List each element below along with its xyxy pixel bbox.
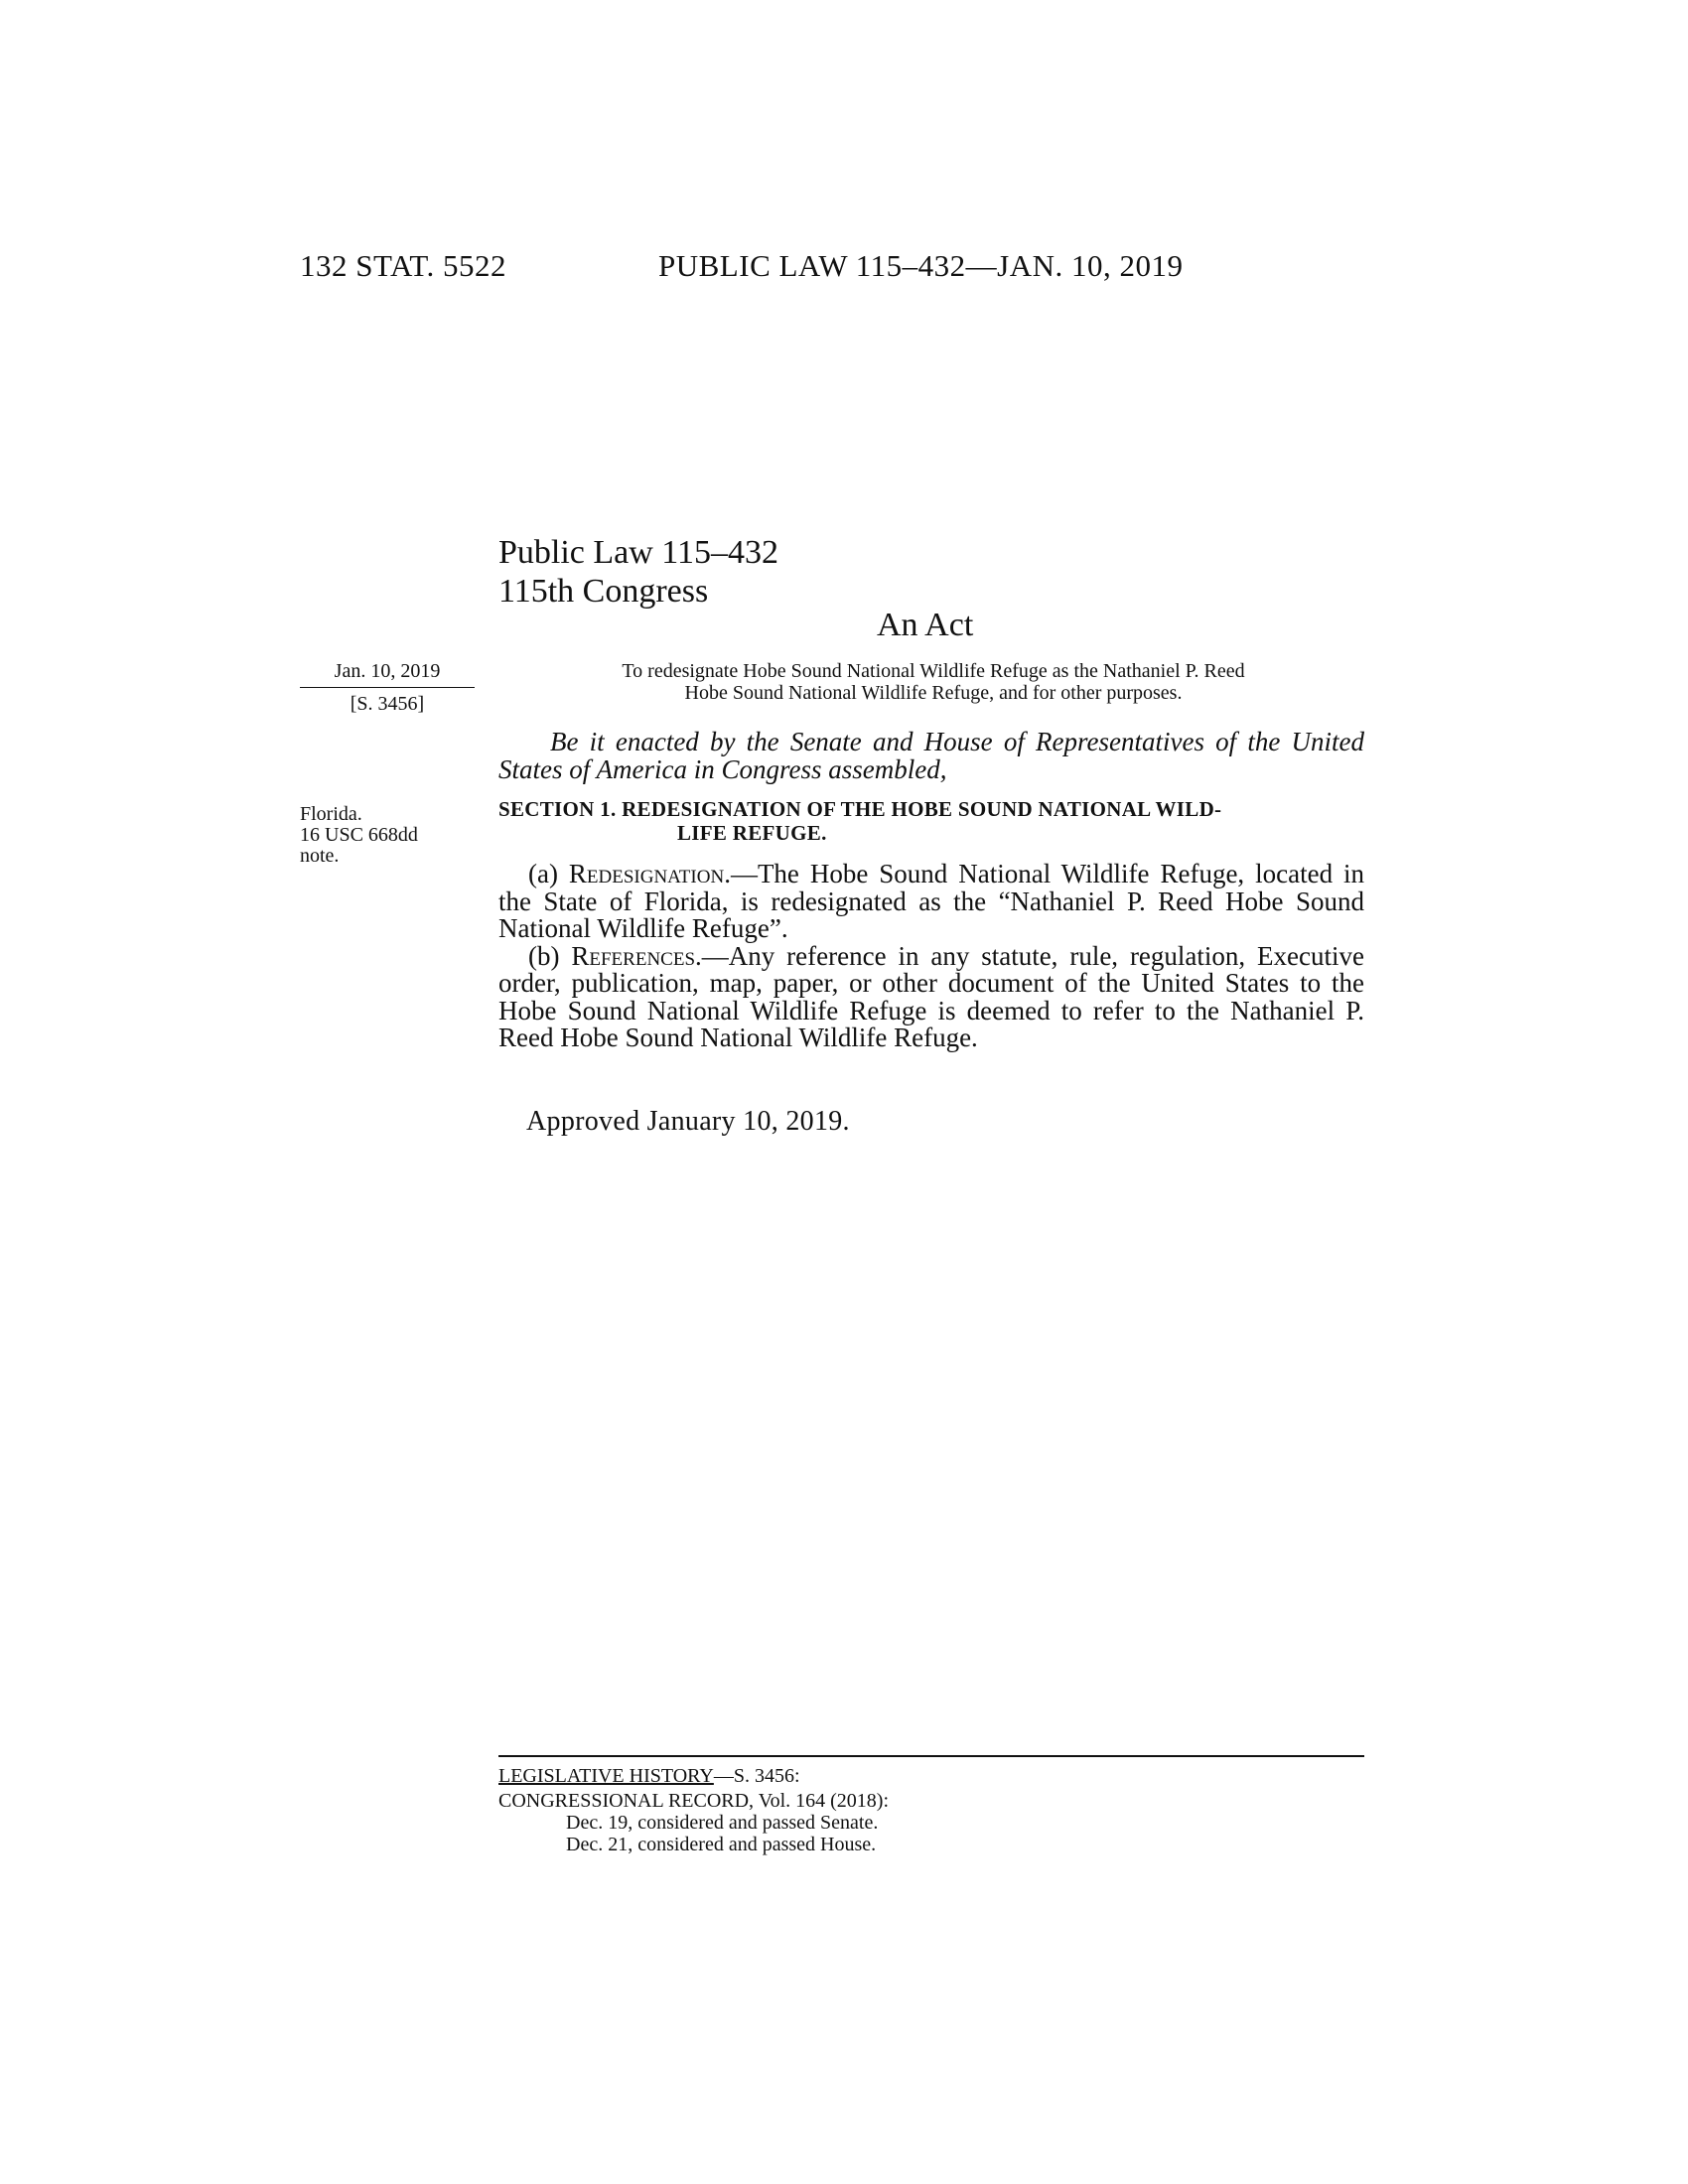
- legislative-history: [498, 1765, 889, 1855]
- running-header: PUBLIC LAW 115–432—JAN. 10, 2019: [658, 248, 1184, 283]
- section-body: [498, 861, 1364, 1052]
- subsection-b-label: (b): [528, 940, 572, 971]
- margin-bill-number: [S. 3456]: [350, 693, 425, 715]
- section-heading-line-1: SECTION 1. REDESIGNATION OF THE HOBE SOUND NATIONAL WILD-: [498, 797, 1222, 821]
- legislative-history-bill: —S. 3456:: [713, 1765, 800, 1787]
- history-entry: Dec. 21, considered and passed House.: [566, 1834, 877, 1855]
- margin-note-usc: 16 USC 668dd: [300, 824, 418, 846]
- margin-date: Jan. 10, 2019: [334, 660, 441, 682]
- an-act-heading: An Act: [877, 607, 974, 643]
- section-heading-line-2: LIFE REFUGE.: [677, 821, 827, 845]
- stat-page-reference: 132 STAT. 5522: [300, 248, 507, 283]
- footer-rule: [498, 1755, 1364, 1757]
- margin-notes: [300, 804, 418, 867]
- subsection-b-text: .—Any reference in any statute, rule, regulation, Executive order, publication, map, paper, or other document of the United States to the Hobe Sound National Wildlife Refuge is deemed to refer to the Nathaniel P. Reed Hobe Sound National Wildlife Refuge.: [498, 940, 1364, 1052]
- congress-label: 115th Congress: [498, 573, 709, 610]
- section-heading: [498, 797, 1364, 845]
- margin-note-state: Florida.: [300, 803, 362, 825]
- public-law-title: Public Law 115–432: [498, 534, 779, 571]
- subsection-a-heading: Redesignation: [568, 859, 725, 888]
- subsection-b-heading: References: [571, 940, 696, 971]
- purpose-line-1: To redesignate Hobe Sound National Wildlife Refuge as the Nathaniel P. Reed: [622, 660, 1245, 682]
- enacting-clause-text: Be it enacted by the Senate and House of Representatives of the United States of America in Congress assembled,: [498, 727, 1364, 784]
- act-purpose: [536, 660, 1331, 704]
- subsection-a-text: .—The Hobe Sound National Wildlife Refuge, located in the State of Florida, is redesignated as the “Nathaniel P. Reed Hobe Sound National Wildlife Refuge”.: [498, 859, 1365, 943]
- congressional-record: CONGRESSIONAL RECORD, Vol. 164 (2018):: [498, 1790, 889, 1812]
- enacting-clause: [498, 728, 1364, 783]
- margin-note-note: note.: [300, 845, 340, 867]
- subsection-a-label: (a): [528, 859, 569, 888]
- history-entry: Dec. 19, considered and passed Senate.: [566, 1812, 879, 1834]
- margin-rule: [300, 687, 475, 688]
- legislative-history-heading: [498, 1765, 889, 1787]
- purpose-line-2: Hobe Sound National Wildlife Refuge, and for other purposes.: [684, 682, 1183, 704]
- approval-date: Approved January 10, 2019.: [526, 1106, 850, 1137]
- subsection-a: [498, 861, 1364, 943]
- legislative-history-title: LEGISLATIVE HISTORY: [498, 1765, 714, 1787]
- subsection-b: [498, 940, 1364, 1052]
